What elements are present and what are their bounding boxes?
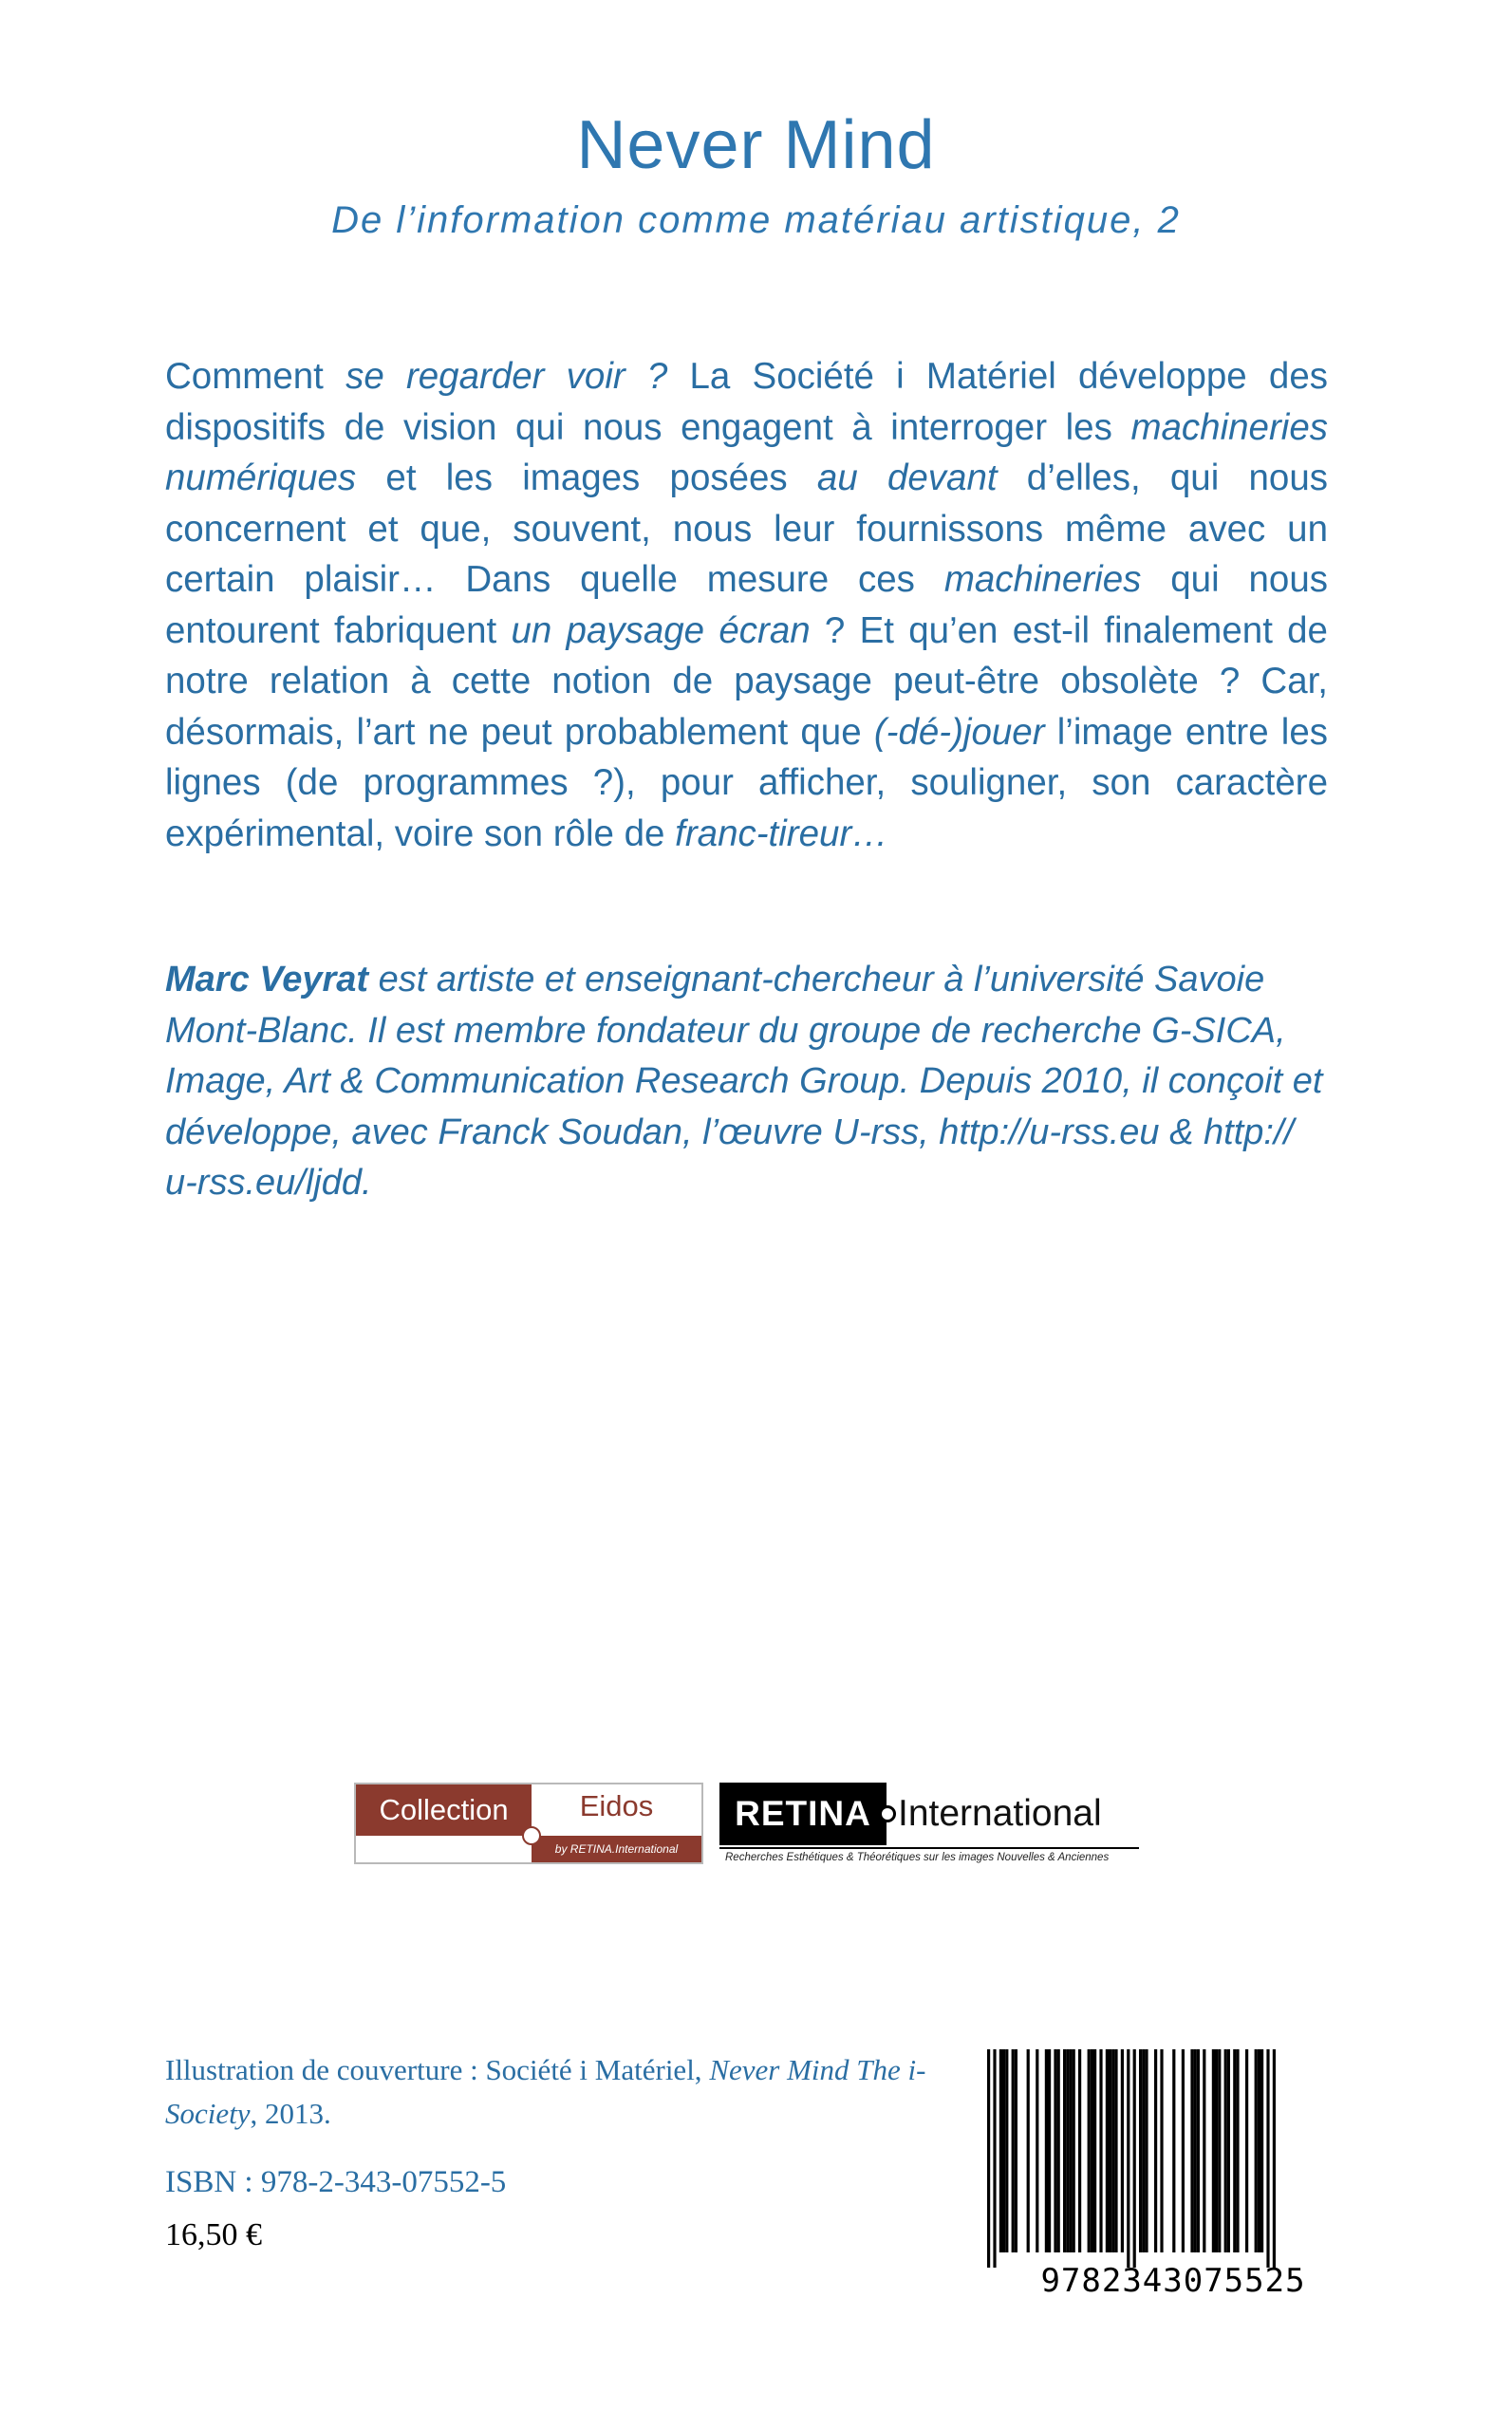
barcode-bar [1233,2049,1236,2252]
retina-label: RETINA [719,1783,887,1845]
barcode-bar [1127,2049,1129,2268]
barcode-bar [1172,2049,1175,2252]
barcode-bar [1194,2049,1197,2252]
barcode-bar [1142,2049,1145,2252]
barcode-bar [1224,2049,1227,2252]
barcode-bar [1227,2049,1230,2252]
barcode-bar [1236,2049,1239,2252]
book-title: Never Mind [576,107,936,183]
collection-byline: by RETINA.International [532,1836,701,1862]
barcode-bar [1215,2049,1218,2252]
retina-tagline: Recherches Esthétiques & Théorétiques sur les images Nouvelles & Anciennes [725,1852,1110,1863]
barcode-bar [1255,2049,1258,2252]
barcode-bar [1145,2049,1148,2252]
barcode-bar [1133,2049,1136,2268]
barcode-bar [1106,2049,1109,2252]
barcode-bar [1005,2049,1008,2252]
barcode-bar [1036,2049,1038,2252]
barcode-bar [1258,2049,1260,2252]
barcode-bar [1218,2049,1221,2252]
barcode-bar [1109,2049,1111,2252]
collection-eidos-logo [354,1783,703,1864]
barcode-bar [1266,2049,1269,2268]
barcode-bar [1099,2049,1102,2252]
barcode-bar [1057,2049,1060,2252]
collection-label: Collection [356,1784,532,1836]
retina-international-logo [719,1783,1139,1864]
barcode-bar [1182,2049,1185,2252]
logo-dot-icon [522,1826,541,1845]
barcode-bar [1273,2049,1276,2268]
barcode-bars [987,2049,1319,2268]
barcode-bar [1091,2049,1093,2252]
barcode-bar [1002,2049,1005,2252]
barcode-number: 9782343075525 [1040,2262,1306,2300]
book-subtitle: De l’information comme matériau artistique, 2 [331,199,1181,241]
international-label: International [898,1793,1102,1834]
barcode-bar [1197,2049,1200,2252]
barcode-bar [1073,2049,1075,2252]
blurb-paragraph: Comment se regarder voir ? La Société i Matériel développe des dispositifs de vision qui nous engagent à interroger les machineries numériques et les images posées au devant d’elles, qui nous concernent et que, souvent, nous leur fournissons même avec un certain plaisir… Dans quelle mesure ces machineries qui nous entourent fabriquent un paysage écran ? Et qu’en est-il finalement de notre relation à cette notion de paysage peut-être obsolète ? Car, désormais, l’art ne peut probablement que (-dé-)jouer l’image entre les lignes (de programmes ?), pour afficher, souligner, son caractère expérimental, voire son rôle de franc-tireur… [165,356,1328,854]
barcode-bar [1012,2049,1015,2252]
barcode-bar [1088,2049,1091,2252]
barcode-bar [999,2049,1002,2252]
barcode-bar [1203,2049,1205,2252]
eidos-label: Eidos [532,1784,701,1836]
barcode-bar [1054,2049,1056,2252]
barcode-bar [1260,2049,1263,2252]
barcode-bar [1245,2049,1248,2252]
barcode-bar [1063,2049,1066,2252]
barcode [987,2049,1319,2306]
author-bio: Marc Veyrat est artiste et enseignant-chercheur à l’université Savoie Mont-Blanc. Il est membre fondateur du groupe de recherche G-SICA, Image, Art & Communication Research Group. Depuis 2010, il conçoit et développe, avec Franck Soudan, l’œuvre U-rss, http://u-rss.eu & http:// u-rss.eu/ljdd. [165,960,1323,1203]
barcode-bar [987,2049,990,2268]
barcode-bar [1121,2049,1124,2252]
barcode-bar [993,2049,996,2268]
barcode-bar [1093,2049,1096,2252]
barcode-bar [1069,2049,1072,2252]
barcode-bar [1154,2049,1157,2252]
barcode-bar [1160,2049,1163,2252]
illustration-credit: Illustration de couverture : Société i Matériel, Never Mind The i-Society, 2013. [165,2053,926,2130]
isbn: ISBN : 978-2-343-07552-5 [165,2165,507,2199]
barcode-bar [1066,2049,1069,2252]
barcode-bar [1139,2049,1142,2252]
price: 16,50 € [165,2217,262,2252]
barcode-bar [1048,2049,1051,2252]
barcode-bar [1212,2049,1215,2252]
barcode-bar [1045,2049,1048,2252]
barcode-bar [1114,2049,1117,2252]
barcode-bar [1015,2049,1017,2252]
barcode-bar [1078,2049,1081,2252]
barcode-bar [1027,2049,1030,2252]
barcode-bar [1190,2049,1193,2252]
author-name: Marc Veyrat [165,960,369,999]
barcode-bar [1111,2049,1114,2252]
retina-dot-icon [879,1805,896,1822]
